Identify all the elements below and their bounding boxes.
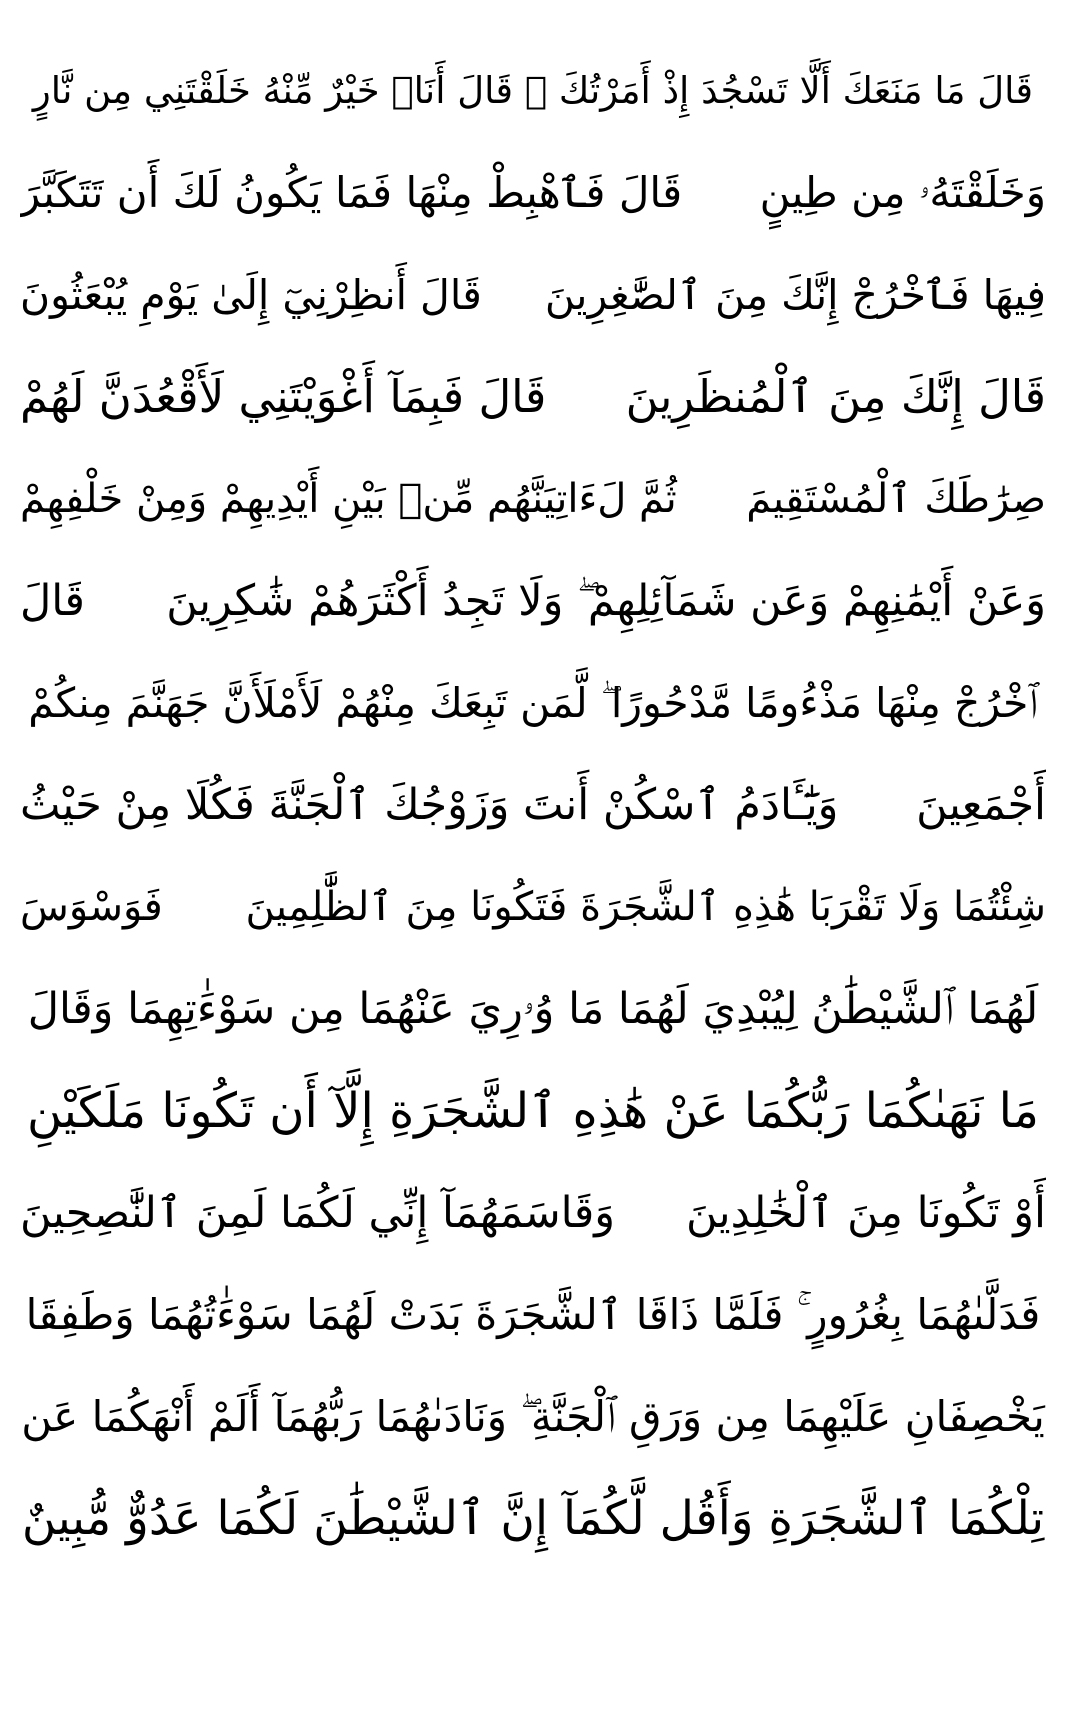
line-2-segment-2: قَالَ فَٱهْبِطْ مِنْهَا فَمَا يَكُونُ لَكَ أَن تَتَكَبَّرَ: [20, 168, 683, 217]
line-7-segment-1: ٱخْرُجْ مِنْهَا مَذْءُومًا مَّدْحُورًا ۖ لَّمَن تَبِعَكَ مِنْهُمْ لَأَمْلَأَنَّ جَهَنَّمَ مِنكُمْ: [28, 679, 1038, 727]
text-line-4: [20, 346, 1046, 448]
line-3-segment-2: قَالَ أَنظِرْنِيٓ إِلَىٰ يَوْمِ يُبْعَثُونَ: [20, 271, 482, 319]
line-12-segment-1: أَوْ تَكُونَا مِنَ ٱلْخَٰلِدِينَ: [685, 1188, 1046, 1238]
line-9-segment-2: فَوَسْوَسَ: [20, 884, 163, 930]
text-line-6: [20, 550, 1046, 652]
line-12-segment-2: وَقَاسَمَهُمَآ إِنِّي لَكُمَا لَمِنَ ٱلنَّٰصِحِينَ: [20, 1188, 616, 1238]
line-1-segment-1: قَالَ مَا مَنَعَكَ أَلَّا تَسْجُدَ إِذْ أَمَرْتُكَ ۖ قَالَ أَنَا۠ خَيْرٌ مِّنْهُ خَلَقْتَنِي مِن نَّارٍ: [32, 69, 1034, 112]
line-15-segment-1: تِلْكُمَا ٱلشَّجَرَةِ وَأَقُل لَّكُمَآ إِنَّ ٱلشَّيْطَٰنَ لَكُمَا عَدُوٌّ مُّبِينٌ: [21, 1491, 1045, 1546]
line-11-segment-1: مَا نَهَىٰكُمَا رَبُّكُمَا عَنْ هَٰذِهِ ٱلشَّجَرَةِ إِلَّآ أَن تَكُونَا مَلَكَيْنِ: [26, 1083, 1040, 1139]
text-line-3: [20, 244, 1046, 346]
line-5-segment-2: ثُمَّ لَءَاتِيَنَّهُم مِّنۢ بَيْنِ أَيْدِيهِمْ وَمِنْ خَلْفِهِمْ: [20, 476, 677, 522]
line-8-segment-1: أَجْمَعِينَ: [916, 780, 1046, 830]
line-4-segment-1: قَالَ إِنَّكَ مِنَ ٱلْمُنظَرِينَ: [625, 370, 1046, 423]
line-2-segment-1: وَخَلَقْتَهُۥ مِن طِينٍ: [759, 168, 1046, 217]
line-8-segment-2: وَيَٰٓـَٔادَمُ ٱسْكُنْ أَنتَ وَزَوْجُكَ ٱلْجَنَّةَ فَكُلَا مِنْ حَيْثُ: [20, 780, 839, 830]
line-13-segment-1: فَدَلَّىٰهُمَا بِغُرُورٍ ۚ فَلَمَّا ذَاقَا ٱلشَّجَرَةَ بَدَتْ لَهُمَا سَوْءَٰتُهُمَا وَطَفِقَا: [25, 1290, 1041, 1339]
text-line-7: [20, 652, 1046, 754]
line-5-segment-1: صِرَٰطَكَ ٱلْمُسْتَقِيمَ: [746, 476, 1046, 522]
line-4-segment-2: قَالَ فَبِمَآ أَغْوَيْتَنِي لَأَقْعُدَنَّ لَهُمْ: [20, 370, 547, 423]
text-line-8: [20, 754, 1046, 856]
line-6-segment-2: قَالَ: [20, 576, 85, 626]
line-10-segment-1: لَهُمَا ٱلشَّيْطَٰنُ لِيُبْدِيَ لَهُمَا مَا وُۥرِيَ عَنْهُمَا مِن سَوْءَٰتِهِمَا وَقَالَ: [27, 984, 1039, 1034]
line-14-segment-1: يَخْصِفَانِ عَلَيْهِمَا مِن وَرَقِ ٱلْجَنَّةِ ۖ وَنَادَىٰهُمَا رَبُّهُمَآ أَلَمْ أَنْهَكُمَا عَن: [21, 1392, 1045, 1441]
text-line-14: [20, 1366, 1046, 1468]
text-line-12: [20, 1162, 1046, 1264]
text-line-11: [20, 1060, 1046, 1162]
text-line-5: [20, 448, 1046, 550]
line-6-segment-1: وَعَنْ أَيْمَٰنِهِمْ وَعَن شَمَآئِلِهِمْ ۖ وَلَا تَجِدُ أَكْثَرَهُمْ شَٰكِرِينَ: [166, 576, 1046, 626]
text-line-9: [20, 856, 1046, 958]
text-line-13: [20, 1264, 1046, 1366]
text-line-1: [20, 40, 1046, 142]
text-line-2: [20, 142, 1046, 244]
text-line-15: [20, 1468, 1046, 1570]
text-line-10: [20, 958, 1046, 1060]
line-9-segment-1: شِئْتُمَا وَلَا تَقْرَبَا هَٰذِهِ ٱلشَّجَرَةَ فَتَكُونَا مِنَ ٱلظَّٰلِمِينَ: [245, 884, 1046, 930]
line-3-segment-1: فِيهَا فَٱخْرُجْ إِنَّكَ مِنَ ٱلصَّٰغِرِينَ: [544, 271, 1046, 319]
